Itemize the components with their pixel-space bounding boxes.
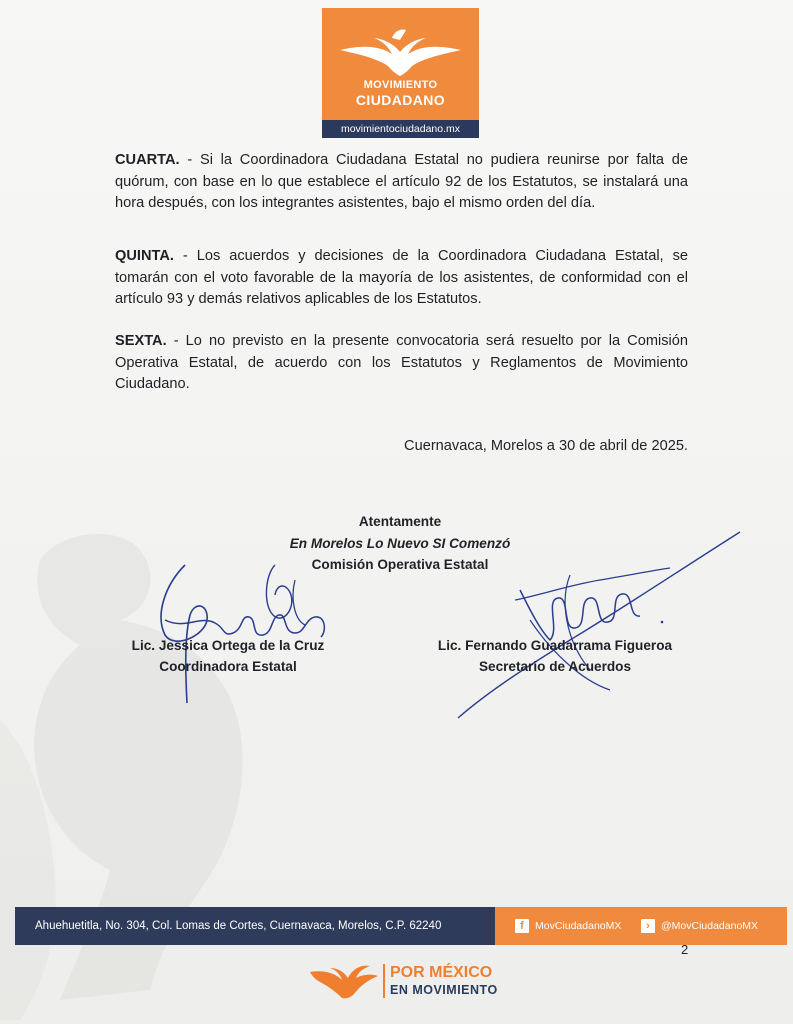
facebook-handle: MovCiudadanoMX [535, 920, 622, 932]
logo-line-2: CIUDADANO [355, 92, 446, 108]
twitter-icon: › [641, 919, 655, 933]
twitter-handle: @MovCiudadanoMX [661, 920, 759, 932]
clause-sexta [115, 331, 688, 396]
twitter-link[interactable] [641, 918, 758, 934]
signatory-name: Lic. Jessica Ortega de la Cruz [131, 638, 325, 653]
closing-motto: En Morelos Lo Nuevo SI Comenzó [289, 535, 511, 551]
page-number: 2 [681, 942, 689, 957]
place-date: Cuernavaca, Morelos a 30 de abril de 2025. [404, 438, 688, 454]
clause-quinta [115, 246, 688, 311]
eagle-logo-icon [322, 8, 479, 78]
clause-text: - Lo no previsto en la presente convocatoria será resuelto por la Comisión Operativa Estatal, de acuerdo con los Estatutos y Reglamentos de Movimiento Ciudadano. [115, 333, 688, 392]
footer-band [15, 907, 787, 945]
facebook-icon: f [515, 919, 529, 933]
bottom-slogan-logo [308, 958, 508, 1002]
signatory-2 [417, 635, 693, 677]
clause-text: - Si la Coordinadora Ciudadana Estatal no pudiera reunirse por falta de quórum, con base en lo que establece el artículo 92 de los Estatutos, se instalará una hora después, con los integrantes asistentes, bajo el mismo orden del día. [115, 152, 688, 211]
signatory-name: Lic. Fernando Guadarrama Figueroa [437, 638, 673, 653]
clause-heading: SEXTA. [115, 333, 167, 349]
eagle-small-icon [308, 960, 380, 1000]
clause-text: - Los acuerdos y decisiones de la Coordinadora Ciudadana Estatal, se tomarán con el voto favorable de la mayoría de los asistentes, de conformidad con el artículo 93 y demás relativos aplicables de los Estatutos. [115, 248, 688, 307]
closing-line-1: Atentamente [358, 514, 442, 529]
logo-url: movimientociudadano.mx [322, 120, 479, 138]
clause-heading: CUARTA. [115, 152, 180, 168]
slogan-line-1: POR MÉXICO [390, 964, 493, 981]
slogan-line-2: EN MOVIMIENTO [390, 983, 498, 997]
slogan-divider [383, 964, 385, 998]
signatory-role: Coordinadora Estatal [159, 659, 297, 674]
footer-address: Ahuehuetitla, No. 304, Col. Lomas de Cortes, Cuernavaca, Morelos, C.P. 62240 [15, 907, 495, 945]
closing-commission: Comisión Operativa Estatal [311, 557, 489, 572]
clause-cuarta [115, 150, 688, 215]
signatory-1 [117, 635, 339, 677]
logo-line-1: MOVIMIENTO [363, 79, 438, 91]
signature-fernando [450, 530, 750, 725]
facebook-link[interactable] [515, 918, 621, 934]
footer-social [495, 907, 787, 945]
clause-heading: QUINTA. [115, 248, 174, 264]
signature-jessica [145, 545, 345, 705]
signatory-role: Secretario de Acuerdos [478, 659, 632, 674]
party-logo [322, 8, 479, 138]
